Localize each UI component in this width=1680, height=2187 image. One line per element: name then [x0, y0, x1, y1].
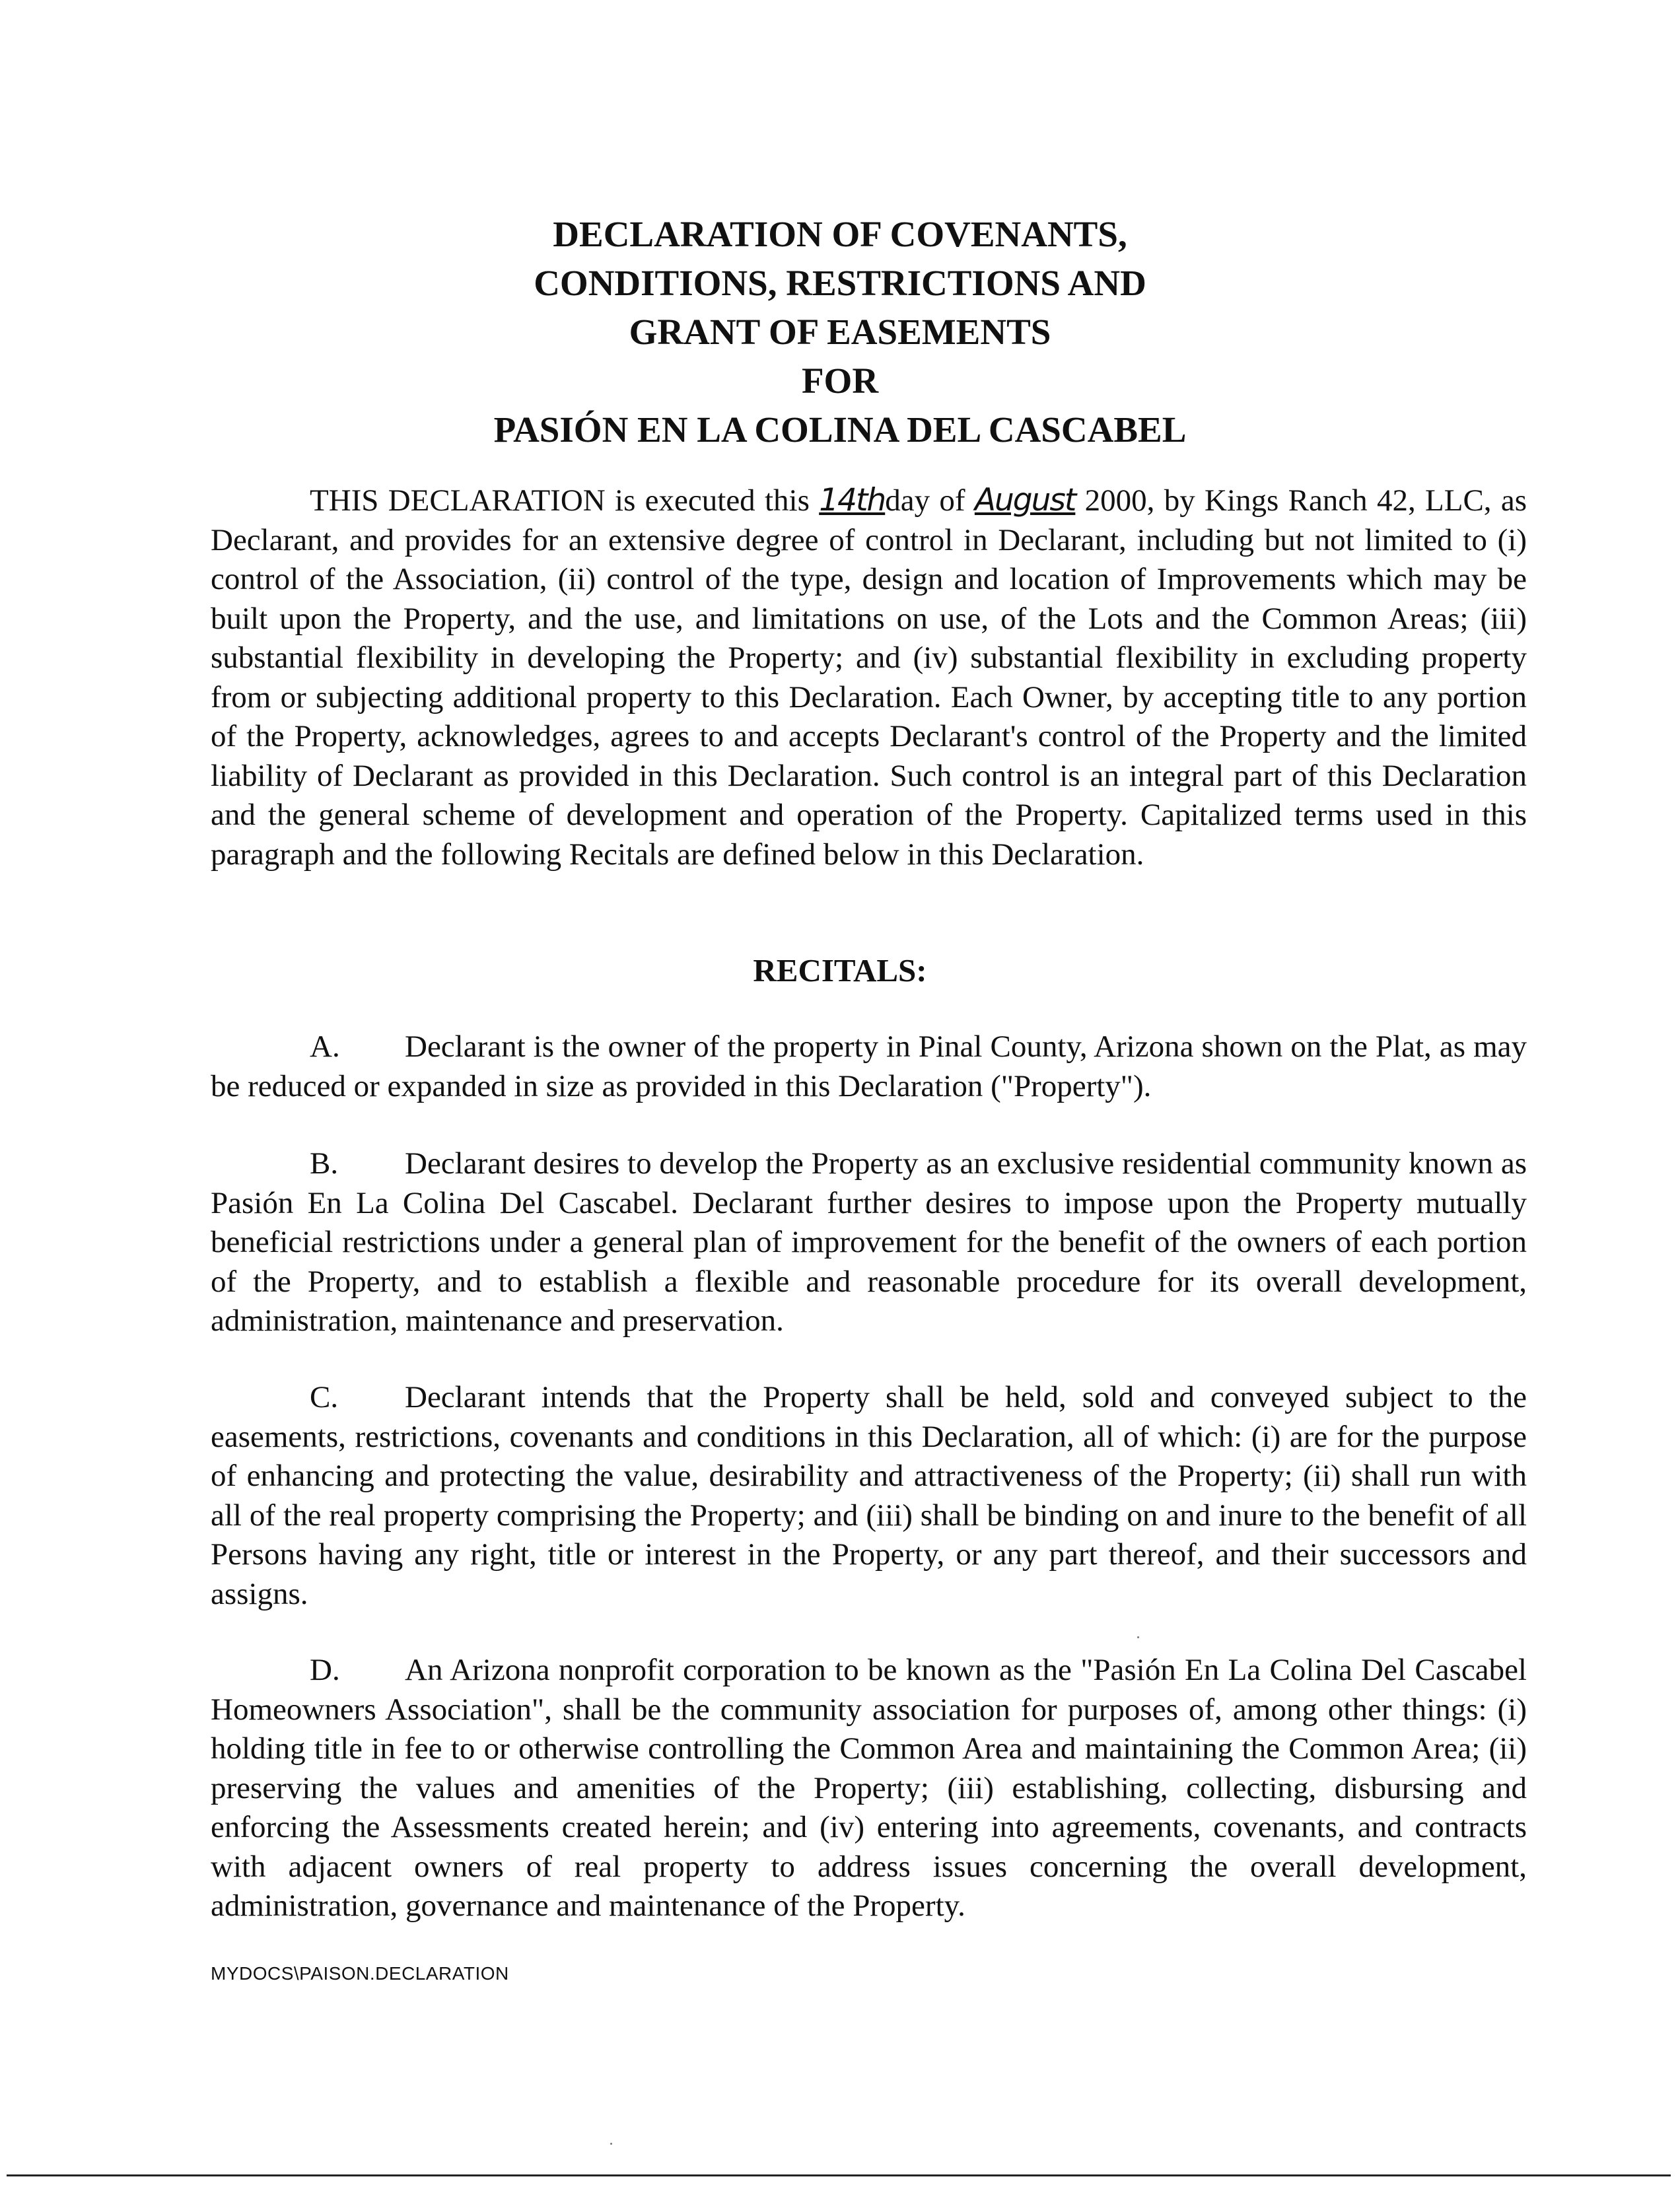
recital-d-text: An Arizona nonprofit corporation to be known as the "Pasión En La Colina Del Cascabel Homeowners Association", shall be the community association for purposes of, among other things: (i) holding title in fee to or otherwise controlling the Common Area and maintaining the Common Area; (ii) preserving the values and amenities of the Property; (iii) establishing, collecting, disbursing and enforcing the Assessments created herein; and (iv) entering into agreements, covenants, and contracts with adjacent owners of real property to address issues concerning the overall development, administration, governance and maintenance of the Property. — [211, 1653, 1527, 1923]
title-line-1: DECLARATION OF COVENANTS, — [553, 214, 1127, 254]
intro-text-part-2: day of — [885, 483, 975, 518]
recital-d — [211, 1651, 1527, 1926]
handwritten-month: August — [974, 482, 1076, 518]
recital-a — [211, 1027, 1527, 1106]
title-line-5: PASIÓN EN LA COLINA DEL CASCABEL — [493, 409, 1187, 450]
document-title — [0, 210, 1680, 454]
intro-paragraph — [211, 481, 1527, 874]
handwritten-day: 14th — [819, 482, 886, 518]
intro-text-part-1: THIS DECLARATION is executed this — [310, 483, 820, 518]
bottom-scan-rule — [7, 2174, 1671, 2176]
recital-c-letter: C. — [310, 1380, 339, 1414]
recital-a-letter: A. — [310, 1029, 340, 1064]
recital-b-text: Declarant desires to develop the Property as an exclusive residential community known as Pasión En La Colina Del Cascabel. Declarant further desires to impose upon the Property mutually beneficial restrictions under a general plan of improvement for the benefit of the owners of each portion of the Property, and to establish a flexible and reasonable procedure for its overall development, administration, maintenance and preservation. — [211, 1146, 1527, 1338]
document-path-footer: MYDOCS\PAISON.DECLARATION — [211, 1963, 509, 1984]
title-line-2: CONDITIONS, RESTRICTIONS AND — [534, 263, 1146, 303]
title-line-3: GRANT OF EASEMENTS — [629, 312, 1051, 352]
recital-a-text: Declarant is the owner of the property in Pinal County, Arizona shown on the Plat, as may be reduced or expanded in size as provided in this Declaration ("Property"). — [211, 1029, 1527, 1103]
recital-b-letter: B. — [310, 1146, 339, 1181]
recital-b — [211, 1144, 1527, 1341]
recitals-heading: RECITALS: — [753, 952, 927, 989]
scan-speck — [610, 2143, 612, 2145]
recital-c — [211, 1378, 1527, 1614]
recital-c-text: Declarant intends that the Property shall be held, sold and conveyed subject to the easements, restrictions, covenants and conditions in this Declaration, all of which: (i) are for the purpose of enhancing and protecting the value, desirability and attractiveness of the Property; (ii) shall run with all of the real property comprising the Property; and (iii) shall be binding on and inure to the benefit of all Persons having any right, title or interest in the Property, or any part thereof, and their successors and assigns. — [211, 1380, 1527, 1611]
recital-d-letter: D. — [310, 1653, 340, 1687]
scan-speck — [1137, 1636, 1139, 1638]
title-line-4: FOR — [801, 361, 879, 401]
intro-text-part-3: 2000, by Kings Ranch 42, LLC, as Declarant, and provides for an extensive degree of control in Declarant, including but not limited to (i) control of the Association, (ii) control of the type, design and location of Improvements which may be built upon the Property, and the use, and limitations on use, of the Lots and the Common Areas; (iii) substantial flexibility in developing the Property; and (iv) substantial flexibility in excluding property from or subjecting additional property to this Declaration. Each Owner, by accepting title to any portion of the Property, acknowledges, agrees to and accepts Declarant's control of the Property and the limited liability of Declarant as provided in this Declaration. Such control is an integral part of this Declaration and the general scheme of development and operation of the Property. Capitalized terms used in this paragraph and the following Recitals are defined below in this Declaration. — [211, 483, 1527, 872]
